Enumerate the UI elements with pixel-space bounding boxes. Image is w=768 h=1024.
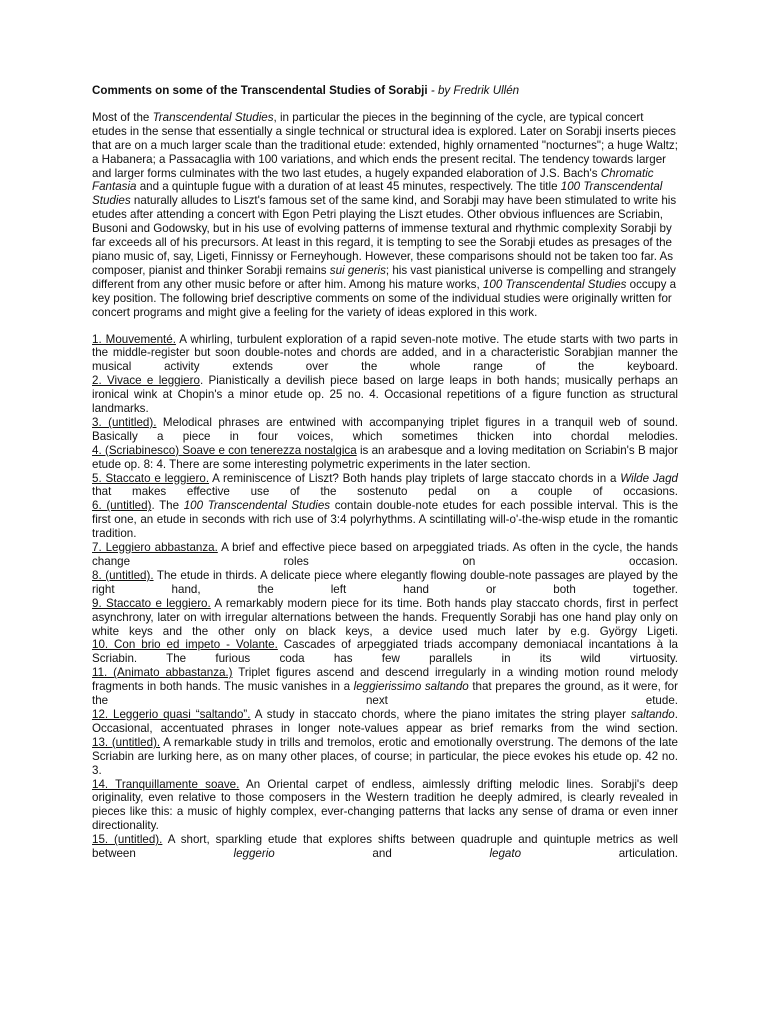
- italic-text: leggierissimo saltando: [353, 680, 469, 694]
- study-entry: [92, 736, 678, 778]
- study-entry: [92, 416, 678, 444]
- study-heading: 10. Con brio ed impeto - Volante.: [92, 638, 278, 652]
- text-run: A short, sparkling etude that explores shifts between quadruple and quintuple metrics as well between: [92, 833, 678, 861]
- study-heading: 7. Leggiero abbastanza.: [92, 541, 218, 555]
- study-heading: 4. (Scriabinesco) Soave e con tenerezza nostalgica: [92, 443, 357, 457]
- article-title: Comments on some of the Transcendental Studies of Sorabji: [92, 84, 428, 97]
- study-heading: 2. Vivace e leggiero: [92, 374, 200, 388]
- italic-text: 100 Transcendental Studies: [482, 277, 627, 291]
- text-run: and a quintuple fugue with a duration of at least 45 minutes, respectively. The title: [136, 180, 561, 194]
- study-list: [92, 333, 678, 861]
- text-run: naturally alludes to Liszt's famous set of the same kind, and Sorabji may have been stimulated to write his etudes after attending a concert with Egon Petri playing the Liszt etudes. Other obvious influences are Scriabin, Busoni and Godowsky, but in his use of evolving patterns of immense textural and rhythmic complexity Sorabji by far exceeds all of his precursors. At least in this regard, it is tempting to see the Sorabji etudes as presages of the piano music of, say, Ligeti, Finnissy or Ferneyhough. However, these comparisons should not be taken too far. As composer, pianist and thinker Sorabji remains: [92, 194, 677, 277]
- text-run: Cascades of arpeggiated triads accompany demoniacal incantations à la Scriabin. The furious coda has few parallels in its wild virtuosity.: [92, 638, 678, 666]
- italic-text: 100 Transcendental Studies: [92, 180, 663, 208]
- text-run: . Occasional, accentuated phrases in longer note-values appear as brief remarks from the wind section.: [92, 707, 678, 735]
- intro-paragraph: [92, 111, 678, 320]
- italic-text: Transcendental Studies: [152, 110, 274, 124]
- text-run: A remarkably modern piece for its time. Both hands play staccato chords, first in perfect asynchrony, later on with irregular alternations between the hands. Frequently Sorabji has one hand play only on white keys and the other only on black keys, a device used much later by e.g. György Ligeti.: [92, 596, 678, 638]
- study-heading: 13. (untitled).: [92, 735, 161, 749]
- study-entry: [92, 708, 678, 736]
- text-run: that prepares the ground, as it were, for the next etude.: [92, 680, 678, 708]
- study-entry: [92, 541, 678, 569]
- study-entry: [92, 778, 678, 834]
- text-run: occupy a key position. The following brief descriptive comments on some of the individual studies were originally written for concert programs and might give a feeling for the variety of ideas explored in this work.: [92, 277, 677, 319]
- text-run: A brief and effective piece based on arpeggiated triads. As often in the cycle, the hands change roles on occasion.: [92, 541, 678, 568]
- text-run: An Oriental carpet of endless, aimlessly drifting melodic lines. Sorabji's deep originality, even relative to those composers in the Western tradition he deeply admired, is clearly revealed in pieces like this: a music of highly complex, ever-changing patterns that lacks any sense of drama or even inner directionality.: [92, 777, 678, 833]
- study-heading: 1. Mouvementé.: [92, 332, 176, 346]
- text-run: Triplet figures ascend and descend irregularly in a winding motion round melody fragments in both hands. The music vanishes in a: [92, 666, 678, 694]
- text-run: . Pianistically a devilish piece based on large leaps in both hands; musically perhaps an ironical wink at Chopin's a minor etude op. 25 no. 4. Occasional repetitions of a figure function as structural landmarks.: [92, 374, 679, 416]
- study-entry: [92, 833, 678, 861]
- text-run: , in particular the pieces in the beginning of the cycle, are typical concert etudes in the sense that essentially a single technical or structural idea is explored. Later on Sorabji inserts pieces that are on a much larger scale than the traditional etude: extended, highly ornamented "nocturnes"; a huge Waltz; a Habanera; a Passacaglia with 100 variations, and which ends the present recital. The tendency towards larger and larger forms culminates with the two last etudes, a hugely expanded elaboration of J.S. Bach's: [92, 110, 678, 180]
- text-run: A whirling, turbulent exploration of a rapid seven-note motive. The etude starts with two parts in the middle-register but soon double-notes and chords are added, and in a characteristic Sorabjian manner the musical activity extends over the whole range of the keyboard.: [92, 332, 678, 374]
- italic-text: 100 Transcendental Studies: [183, 499, 331, 513]
- text-run: that makes effective use of the sostenuto pedal on a couple of occasions.: [92, 485, 678, 499]
- study-entry: [92, 597, 678, 639]
- text-run: articulation.: [521, 847, 678, 861]
- study-heading: 12. Leggerio quasi “saltando”.: [92, 707, 251, 721]
- study-entry: [92, 569, 678, 597]
- text-run: The etude in thirds. A delicate piece where elegantly flowing double-note passages are played by the right hand, the left hand or both together.: [92, 568, 678, 596]
- italic-text: sui generis: [329, 263, 386, 277]
- document-page: [92, 84, 678, 861]
- italic-text: legato: [489, 847, 522, 861]
- study-entry: [92, 374, 678, 416]
- text-run: . The: [151, 499, 184, 513]
- text-run: contain double-note etudes for each possible interval. This is the first one, an etude in seconds with rich use of 3:4 polyrhythms. A scintillating will-o'-the-wisp etude in the romantic tradition.: [92, 499, 679, 541]
- text-run: ; his vast pianistical universe is compelling and strangely different from any other music before or after him. Among his mature works,: [92, 263, 676, 291]
- text-run: A remarkable study in trills and tremolos, erotic and emotionally overstrung. The demons of the late Scriabin are lurking here, as on many other places, of course; in particular, the piece evokes his etude op. 42 no. 3.: [92, 735, 679, 777]
- italic-text: Wilde Jagd: [620, 471, 678, 485]
- study-heading: 5. Staccato e leggiero.: [92, 471, 210, 485]
- study-entry: [92, 638, 678, 666]
- text-run: A study in staccato chords, where the piano imitates the string player: [250, 707, 631, 721]
- article-byline: - by Fredrik Ullén: [427, 84, 520, 97]
- study-heading: 11. (Animato abbastanza.): [92, 666, 233, 680]
- text-run: and: [274, 847, 490, 861]
- text-run: Melodical phrases are entwined with accompanying triplet figures in a tranquil web of sound. Basically a piece in four voices, which sometimes thicken into chordal melodies.: [92, 415, 679, 443]
- text-run: Most of the: [92, 110, 153, 124]
- study-entry: [92, 333, 678, 375]
- study-entry: [92, 666, 678, 708]
- study-entry: [92, 472, 678, 500]
- study-heading: 6. (untitled): [92, 499, 152, 513]
- study-heading: 15. (untitled).: [92, 833, 163, 847]
- study-entry: [92, 444, 678, 472]
- study-entry: [92, 499, 678, 541]
- article-title-line: [92, 84, 678, 98]
- italic-text: leggerio: [233, 847, 275, 861]
- study-heading: 9. Staccato e leggiero.: [92, 596, 211, 610]
- study-heading: 8. (untitled).: [92, 568, 154, 582]
- study-heading: 14. Tranquillamente soave.: [92, 777, 240, 791]
- italic-text: saltando: [630, 707, 675, 721]
- text-run: A reminiscence of Liszt? Both hands play triplets of large staccato chords in a: [209, 471, 621, 485]
- italic-text: Chromatic Fantasia: [92, 166, 654, 194]
- text-run: is an arabesque and a loving meditation on Scriabin's B major etude op. 8: 4. There are some interesting polymetric experiments in the later section.: [92, 443, 678, 471]
- study-heading: 3. (untitled).: [92, 415, 157, 429]
